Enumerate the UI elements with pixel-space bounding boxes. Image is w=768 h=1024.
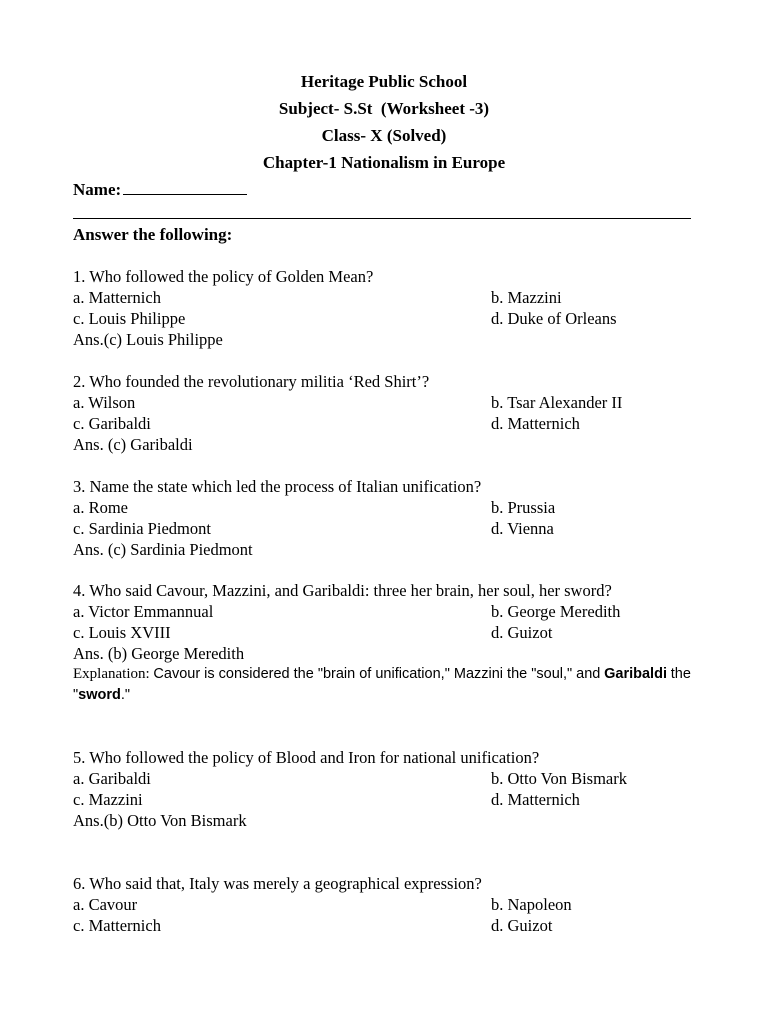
class-line: Class- X (Solved) — [321, 126, 447, 145]
question-block-6 — [73, 873, 713, 936]
option-row — [73, 308, 713, 329]
chapter-title: Chapter-1 Nationalism in Europe — [262, 153, 506, 172]
explanation-bold-garibaldi: Garibaldi — [604, 666, 667, 682]
option-row — [73, 915, 713, 936]
option-row — [73, 601, 713, 622]
option-row — [73, 768, 713, 789]
explanation-text-3: ." — [120, 687, 131, 703]
option-b: b. George Meredith — [491, 602, 621, 621]
instruction-heading: Answer the following: — [73, 225, 233, 244]
school-name: Heritage Public School — [300, 72, 468, 91]
name-blank — [123, 178, 247, 195]
question-text: 1. Who followed the policy of Golden Mean? — [73, 267, 374, 286]
answer-text: Ans. (b) George Meredith — [73, 644, 245, 663]
option-d: d. Guizot — [491, 916, 553, 935]
question-text: 2. Who founded the revolutionary militia ‘Red Shirt’? — [73, 372, 430, 391]
option-b: b. Mazzini — [491, 288, 562, 307]
option-row — [73, 518, 713, 539]
option-row — [73, 392, 713, 413]
option-a: a. Garibaldi — [73, 769, 151, 788]
option-a: a. Wilson — [73, 393, 136, 412]
option-c: c. Garibaldi — [73, 414, 151, 433]
answer-text: Ans. (c) Garibaldi — [73, 435, 193, 454]
answer-text: Ans.(b) Otto Von Bismark — [73, 811, 247, 830]
option-row — [73, 413, 713, 434]
option-d: d. Vienna — [491, 519, 554, 538]
option-d: d. Guizot — [491, 623, 553, 642]
option-c: c. Louis Philippe — [73, 309, 186, 328]
question-text: 3. Name the state which led the process of Italian unification? — [73, 477, 482, 496]
option-c: c. Sardinia Piedmont — [73, 519, 211, 538]
question-block-4 — [73, 580, 713, 706]
answer-text: Ans.(c) Louis Philippe — [73, 330, 223, 349]
option-a: a. Victor Emmannual — [73, 602, 214, 621]
question-text: 5. Who followed the policy of Blood and Iron for national unification? — [73, 748, 540, 767]
option-row — [73, 497, 713, 518]
option-row — [73, 622, 713, 643]
explanation — [73, 664, 698, 706]
option-c: c. Matternich — [73, 916, 161, 935]
option-b: b. Otto Von Bismark — [491, 769, 627, 788]
question-block-3 — [73, 476, 713, 560]
explanation-label: Explanation: — [73, 666, 150, 682]
option-a: a. Rome — [73, 498, 128, 517]
explanation-bold-sword: sword — [78, 687, 121, 703]
horizontal-rule — [73, 218, 691, 219]
explanation-text: Cavour is considered the "brain of unification," Mazzini the "soul," and — [153, 666, 601, 682]
option-b: b. Napoleon — [491, 895, 572, 914]
option-b: b. Tsar Alexander II — [491, 393, 623, 412]
question-text: 6. Who said that, Italy was merely a geographical expression? — [73, 874, 482, 893]
name-field — [73, 178, 247, 201]
option-d: d. Duke of Orleans — [491, 309, 617, 328]
option-d: d. Matternich — [491, 790, 580, 809]
option-b: b. Prussia — [491, 498, 556, 517]
option-c: c. Mazzini — [73, 790, 143, 809]
option-c: c. Louis XVIII — [73, 623, 171, 642]
option-row — [73, 789, 713, 810]
option-d: d. Matternich — [491, 414, 580, 433]
option-a: a. Cavour — [73, 895, 138, 914]
option-row — [73, 287, 713, 308]
document-header — [0, 68, 768, 176]
option-row — [73, 894, 713, 915]
question-text: 4. Who said Cavour, Mazzini, and Garibaldi: three her brain, her soul, her sword? — [73, 581, 612, 600]
answer-text: Ans. (c) Sardinia Piedmont — [73, 540, 253, 559]
subject-line: Subject- S.St (Worksheet -3) — [278, 99, 490, 118]
question-block-2 — [73, 371, 713, 455]
question-block-5 — [73, 747, 713, 831]
explanation-text-2: the " — [73, 666, 691, 703]
name-label: Name: — [73, 180, 122, 199]
question-block-1 — [73, 266, 713, 350]
option-a: a. Matternich — [73, 288, 161, 307]
